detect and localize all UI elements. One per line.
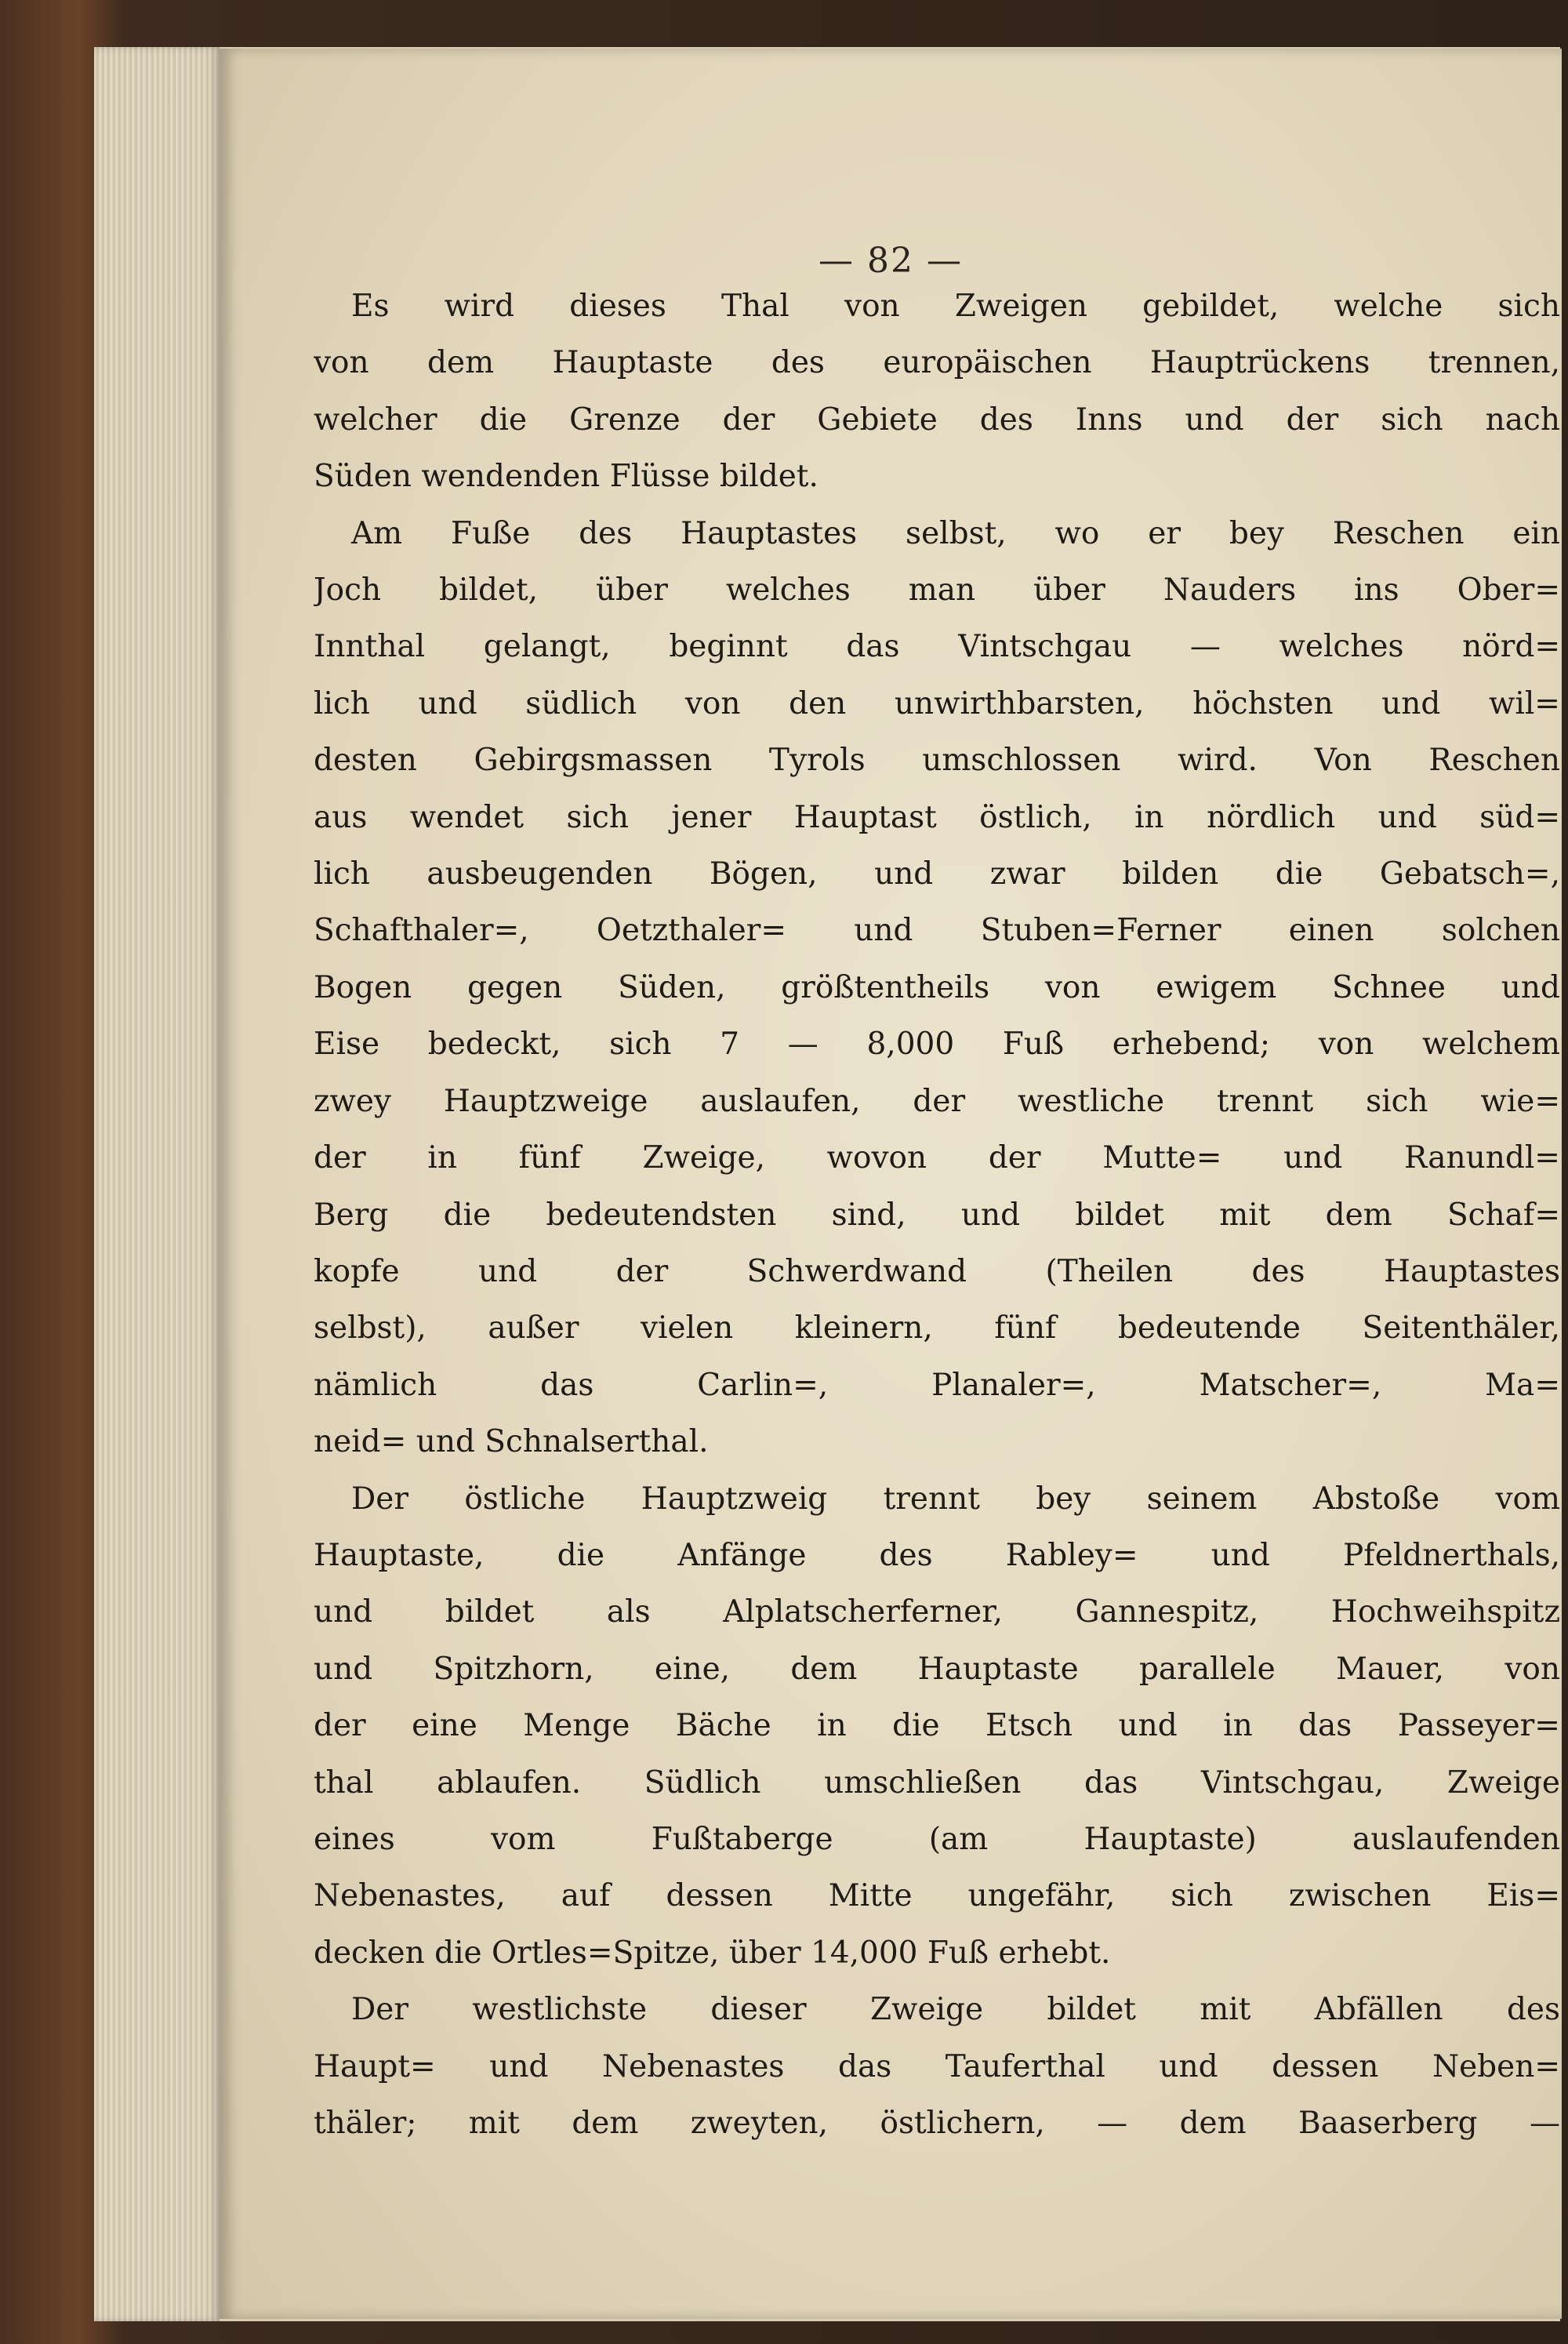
text-line: welcher die Grenze der Gebiete des Inns und der sich nach	[314, 402, 1560, 438]
text-line: der eine Menge Bäche in die Etsch und in das Passeyer=	[314, 1708, 1560, 1744]
text-line: Joch bildet, über welches man über Nauders ins Ober=	[314, 572, 1560, 609]
text-line: Schafthaler=, Oetzthaler= und Stuben=Ferner einen solchen	[314, 913, 1560, 949]
text-line: von dem Hauptaste des europäischen Hauptrückens trennen,	[314, 345, 1560, 381]
text-line: thal ablaufen. Südlich umschließen das Vintschgau, Zweige	[314, 1764, 1560, 1801]
text-line: Hauptaste, die Anfänge des Rabley= und Pfeldnerthals,	[314, 1537, 1560, 1573]
text-line: selbst), außer vielen kleinern, fünf bedeutende Seitenthäler,	[314, 1310, 1560, 1346]
page-text	[314, 278, 1560, 2152]
text-line: Berg die bedeutendsten sind, und bildet mit dem Schaf=	[314, 1197, 1560, 1233]
text-line: lich ausbeugenden Bögen, und zwar bilden die Gebatsch=,	[314, 856, 1560, 892]
text-line: aus wendet sich jener Hauptast östlich, in nördlich und süd=	[314, 799, 1560, 835]
text-line: zwey Hauptzweige auslaufen, der westliche trennt sich wie=	[314, 1083, 1560, 1119]
paragraph-2	[314, 506, 1560, 1471]
text-line: und bildet als Alplatscherferner, Gannespitz, Hochweihspitz	[314, 1594, 1560, 1630]
text-line: Eise bedeckt, sich 7 — 8,000 Fuß erhebend; von welchem	[314, 1027, 1560, 1063]
text-line: Bogen gegen Süden, größtentheils von ewigem Schnee und	[314, 969, 1560, 1005]
text-line: thäler; mit dem zweyten, östlichern, — dem Baaserberg —	[314, 2106, 1560, 2141]
text-line: eines vom Fußtaberge (am Hauptaste) auslaufenden	[314, 1821, 1560, 1857]
text-line: Es wird dieses Thal von Zweigen gebildet, welche sich	[351, 289, 1560, 324]
text-line: neid= und Schnalserthal.	[314, 1424, 709, 1460]
text-line: desten Gebirgsmassen Tyrols umschlossen wird. Von Reschen	[314, 743, 1560, 779]
text-line: kopfe und der Schwerdwand (Theilen des Hauptastes	[314, 1253, 1560, 1289]
text-line: Der westlichste dieser Zweige bildet mit Abfällen des	[351, 1992, 1560, 2028]
page-edges	[94, 47, 220, 2321]
text-line: Innthal gelangt, beginnt das Vintschgau — welches nörd=	[314, 629, 1560, 665]
text-line: Nebenastes, auf dessen Mitte ungefähr, sich zwischen Eis=	[314, 1878, 1560, 1914]
text-line: Am Fuße des Hauptastes selbst, wo er bey Reschen ein	[351, 515, 1560, 551]
text-line: nämlich das Carlin=, Planaler=, Matscher=, Ma=	[314, 1367, 1560, 1403]
paragraph-1	[314, 278, 1560, 506]
text-line: decken die Ortles=Spitze, über 14,000 Fuß erhebt.	[314, 1935, 1111, 1971]
text-line: lich und südlich von den unwirthbarsten, höchsten und wil=	[314, 685, 1560, 721]
text-line: Der östliche Hauptzweig trennt bey seinem Abstoße vom	[351, 1481, 1560, 1517]
text-line: und Spitzhorn, eine, dem Hauptaste parallele Mauer, von	[314, 1651, 1560, 1687]
text-line: Haupt= und Nebenastes das Tauferthal und dessen Neben=	[314, 2048, 1560, 2084]
paragraph-4	[314, 1982, 1560, 2152]
text-line: der in fünf Zweige, wovon der Mutte= und Ranundl=	[314, 1140, 1560, 1176]
paragraph-3	[314, 1471, 1560, 1982]
page-number: — 82 —	[818, 241, 963, 281]
text-line: Süden wendenden Flüsse bildet.	[314, 459, 818, 495]
